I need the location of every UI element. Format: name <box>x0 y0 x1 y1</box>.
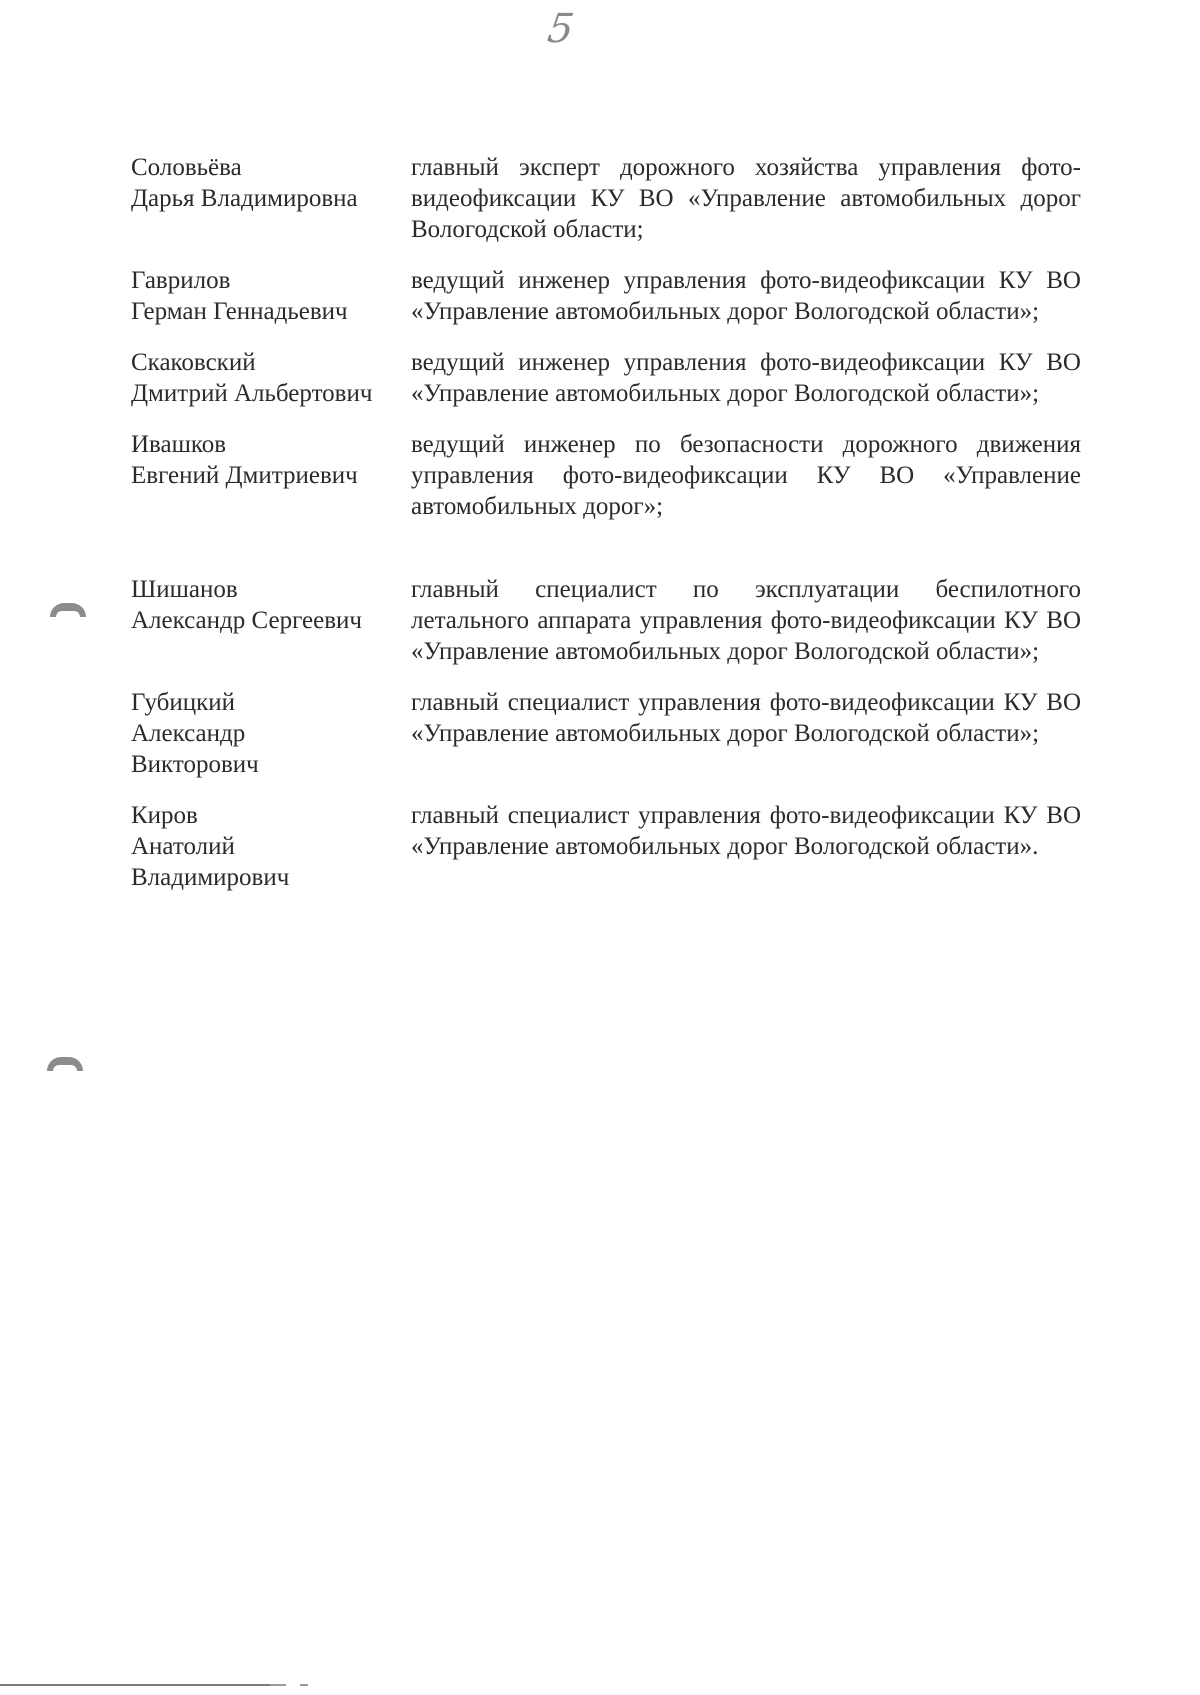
member-name <box>131 265 411 327</box>
member-given-names: Александр <box>131 720 246 747</box>
member-entry <box>131 687 1081 780</box>
member-position: главный специалист управления фото-видеофиксации КУ ВО «Управление автомобильных дорог Вологодской области». <box>411 802 1081 860</box>
page-number: 5 <box>544 6 577 52</box>
member-position: ведущий инженер управления фото-видеофиксации КУ ВО «Управление автомобильных дорог Вологодской области»; <box>411 349 1081 407</box>
member-surname: Гаврилов <box>131 267 231 294</box>
member-entry <box>131 347 1081 409</box>
punch-hole-mark <box>47 1057 83 1071</box>
scan-edge-line <box>0 1684 280 1686</box>
punch-hole-mark <box>50 603 86 617</box>
member-list <box>131 152 1081 893</box>
scan-edge-tick <box>300 1684 308 1686</box>
member-surname: Шишанов <box>131 576 238 603</box>
member-given-names: Дмитрий Альбертович <box>131 380 373 407</box>
member-given-names: Анатолий <box>131 833 235 860</box>
member-entry <box>131 152 1081 245</box>
scan-edge-tick <box>270 1684 286 1686</box>
member-position: ведущий инженер управления фото-видеофиксации КУ ВО «Управление автомобильных дорог Вологодской области»; <box>411 267 1081 325</box>
member-given-names: Александр Сергеевич <box>131 607 362 634</box>
member-surname: Губицкий <box>131 689 236 716</box>
member-patronymic: Владимирович <box>131 864 290 891</box>
member-position: главный специалист по эксплуатации беспилотного летального аппарата управления фото-видеофиксации КУ ВО «Управление автомобильных дорог Вологодской области»; <box>411 576 1081 665</box>
member-surname: Соловьёва <box>131 154 242 181</box>
member-position: главный эксперт дорожного хозяйства управления фото-видеофиксации КУ ВО «Управление автомобильных дорог Вологодской области; <box>411 154 1081 243</box>
member-position: ведущий инженер по безопасности дорожного движения управления фото-видеофиксации КУ ВО «Управление автомобильных дорог»; <box>411 431 1081 520</box>
member-given-names: Дарья Владимировна <box>131 185 358 212</box>
member-surname: Скаковский <box>131 349 256 376</box>
member-surname: Ивашков <box>131 431 227 458</box>
member-given-names: Евгений Дмитриевич <box>131 462 358 489</box>
member-name <box>131 347 411 409</box>
member-entry <box>131 800 1081 893</box>
member-given-names: Герман Геннадьевич <box>131 298 348 325</box>
member-name <box>131 687 411 780</box>
member-patronymic: Викторович <box>131 751 259 778</box>
member-name <box>131 429 411 522</box>
member-name <box>131 152 411 245</box>
member-name <box>131 574 411 667</box>
member-name <box>131 800 411 893</box>
member-entry <box>131 265 1081 327</box>
member-entry <box>131 429 1081 522</box>
member-position: главный специалист управления фото-видеофиксации КУ ВО «Управление автомобильных дорог Вологодской области»; <box>411 689 1081 747</box>
member-entry <box>131 574 1081 667</box>
member-surname: Киров <box>131 802 198 829</box>
